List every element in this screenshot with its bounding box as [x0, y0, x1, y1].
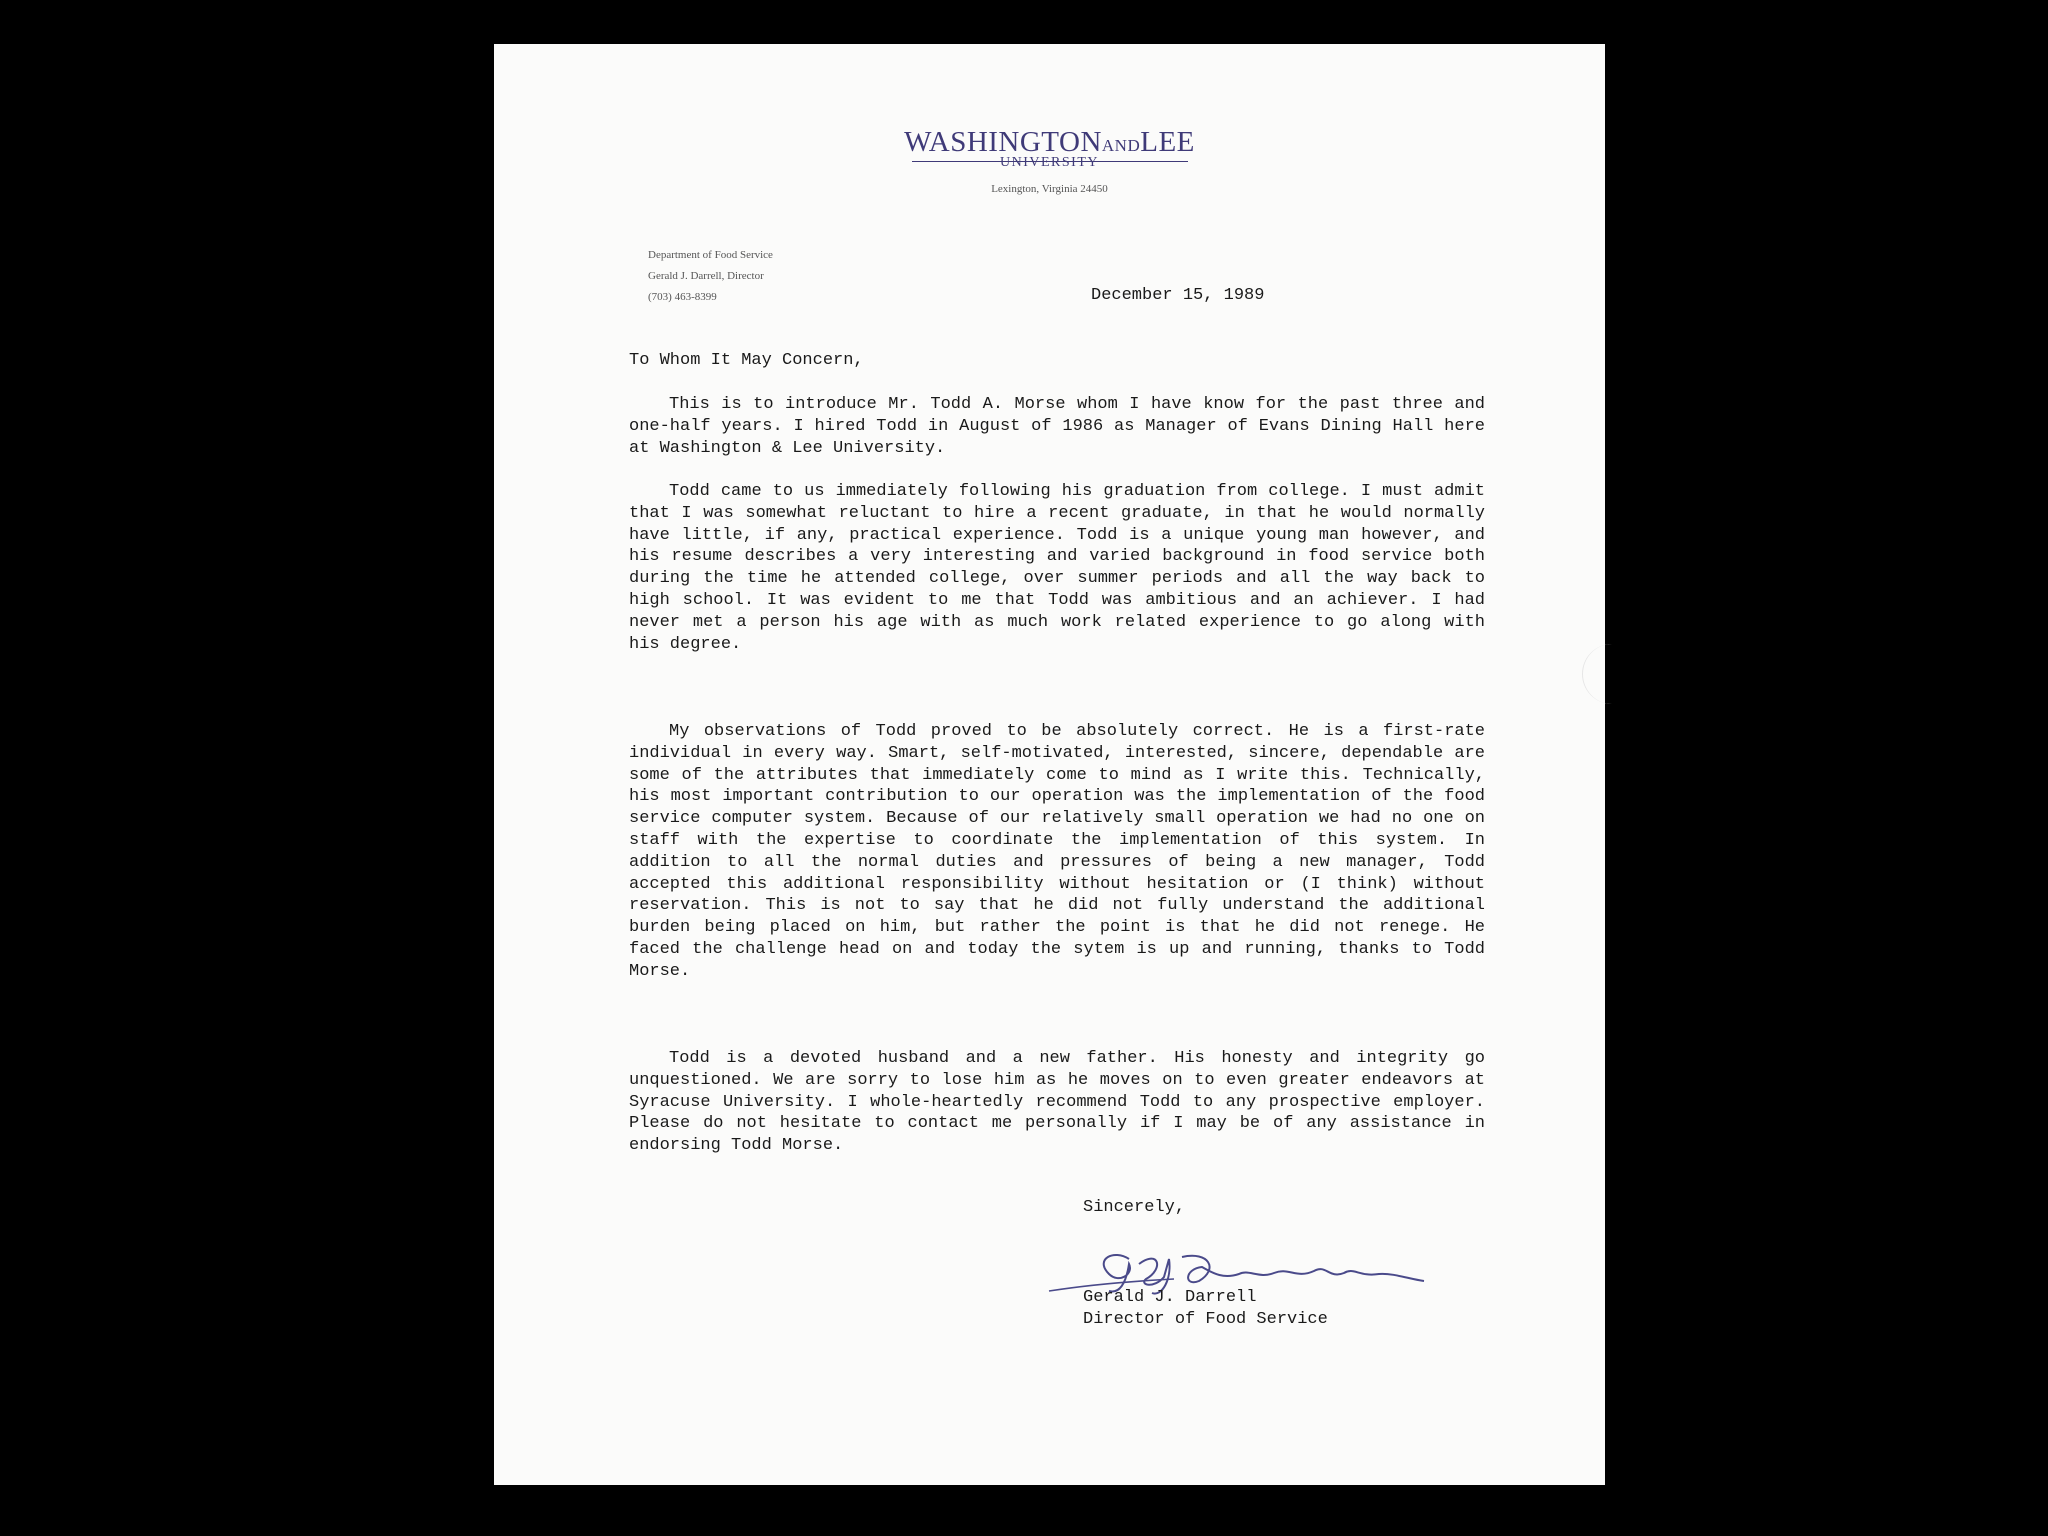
letter-date: December 15, 1989: [1091, 286, 1265, 305]
wordmark-and: AND: [1101, 136, 1141, 155]
letter-page: [494, 44, 1605, 1485]
department-block: [648, 245, 773, 308]
paper-edge-mark: [1582, 644, 1623, 704]
university-address: Lexington, Virginia 24450: [991, 183, 1108, 195]
letter-paragraph-1: This is to introduce Mr. Todd A. Morse whom I have know for the past three and one-half years. I hired Todd in August of 1986 as Manager of Evans Dining Hall here at Washington & Lee University.: [629, 395, 1485, 458]
letter-salutation: To Whom It May Concern,: [629, 351, 864, 370]
letter-paragraph-3: My observations of Todd proved to be absolutely correct. He is a first-rate individual in every way. Smart, self-motivated, interested, sincere, dependable are some of the attributes that immediately come to mind as I write this. Technically, his most important contribution to our operation was the implementation of the food service computer system. Because of our relatively small operation we had no one on staff with the expertise to coordinate the implementation of this system. In addition to all the normal duties and pressures of being a new manager, Todd accepted this additional responsibility without hesitation or (I think) without reservation. This is not to say that he did not fully understand the additional burden being placed on him, but rather the point is that he did not renege. He faced the challenge head on and today the sytem is up and running, thanks to Todd Morse.: [629, 722, 1485, 981]
signer-title: Director of Food Service: [1083, 1310, 1328, 1329]
department-phone: (703) 463-8399: [648, 291, 717, 303]
department-name: Department of Food Service: [648, 249, 773, 261]
university-subtitle: UNIVERSITY: [1000, 155, 1099, 170]
letter-closing: Sincerely,: [1083, 1198, 1186, 1217]
wordmark-washington: WASHINGTON: [904, 126, 1102, 158]
letter-paragraph-4: Todd is a devoted husband and a new father. His honesty and integrity go unquestioned. We are sorry to lose him as he moves on to even greater endeavors at Syracuse University. I whole-heartedly recommend Todd to any prospective employer. Please do not hesitate to contact me personally if I may be of any assistance in endorsing Todd Morse.: [629, 1049, 1485, 1156]
letter-paragraph-2: Todd came to us immediately following his graduation from college. I must admit that I was somewhat reluctant to hire a recent graduate, in that he would normally have little, if any, practical experience. Todd is a unique young man however, and his resume describes a very interesting and varied background in food service both during the time he attended college, over summer periods and all the way back to high school. It was evident to me that Todd was ambitious and an achiever. I had never met a person his age with as much work related experience to go along with his degree.: [629, 482, 1485, 654]
department-director: Gerald J. Darrell, Director: [648, 270, 764, 282]
wordmark-lee: LEE: [1140, 126, 1195, 158]
signer-name: Gerald J. Darrell: [1083, 1288, 1257, 1307]
